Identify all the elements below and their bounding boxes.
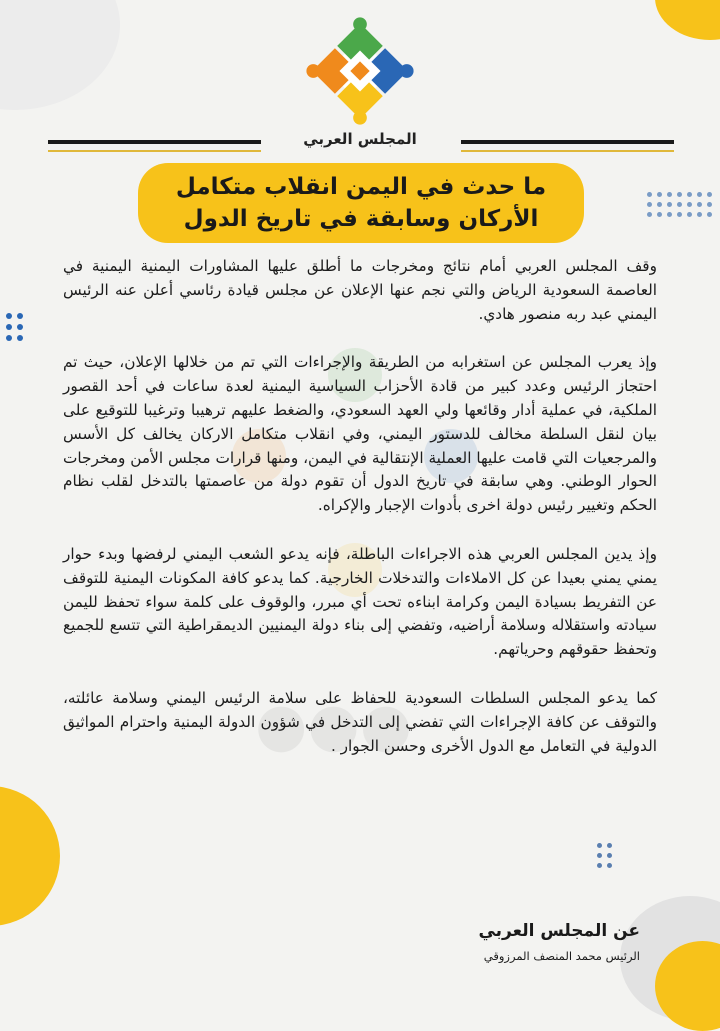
- decor-blob-top-left: [0, 0, 120, 110]
- signature-name: الرئيس محمد المنصف المرزوقي: [483, 949, 640, 963]
- signature-block: [478, 921, 640, 963]
- paragraph-4: كما يدعو المجلس السلطات السعودية للحفاظ على سلامة الرئيس اليمني وسلامة عائلته، والتوقف عن كافة الإجراءات التي تفضي إلى التدخل في شؤون الدولة اليمنية واحترام المواثيق الدولية في التعامل مع الدول الأخرى وحسن الجوار .: [63, 688, 657, 755]
- decor-dots-right: [647, 192, 712, 217]
- divider-left: [48, 140, 261, 144]
- decor-blob-bottom-left: [0, 786, 60, 926]
- paragraph-3: وإذ يدين المجلس العربي هذه الاجراءات الباطلة، فإنه يدعو الشعب اليمني لرفضها وبدء حوار يمني يمني بعيدا عن كل الاملاءات والتدخلات الخارجية. كما يدعو كافة المكونات اليمنية للتوقف عن التفريط بسيادة اليمن وكرامة ابناءه تحت أي مبرر، والوقوف على كلمة سواء تحفظ لليمن سيادته واستقلاله وسلامة أراضيه، وتفضي إلى بناء دولة اليمنيين الديمقراطية التي تتسع للجميع وتحفظ حقوقهم وحرياتهم.: [63, 544, 657, 659]
- divider-right: [461, 140, 674, 144]
- org-logo: [303, 14, 417, 128]
- signature-from: عن المجلس العربي: [478, 921, 640, 941]
- decor-dots-left: [6, 313, 23, 341]
- decor-blob-top-right: [655, 0, 720, 40]
- paragraph-1: وقف المجلس العربي أمام نتائج ومخرجات ما أطلق عليها المشاورات اليمنية اليمنية في العاصمة السعودية الرياض والتي نجم عنها الإعلان عن مجلس قيادة رئاسي أعلن عنه الرئيس اليمني عبد ربه منصور هادي.: [63, 257, 657, 323]
- headline-banner: [138, 163, 584, 243]
- paragraph-2: وإذ يعرب المجلس عن استغرابه من الطريقة والإجراءات التي تم من خلالها الإعلان، حيث تم احتجاز الرئيس وعدد كبير من قادة الأحزاب السياسية اليمنية لعدة ساعات في أحد القصور الملكية، في عملية أدار وقائعها ولي العهد السعودي، والضغط عليهم ترهيبا وترغيبا للتوقيع على بيان لنقل السلطة مخالف للدستور اليمني، وفي انقلاب متكامل الاركان يخالف كل الأسس والمرجعيات التي قامت عليها العملية الإنتقالية في اليمن، ومنها قرارات مجلس الأمن ومخرجات الحوار الوطني. وهي سابقة في تاريخ الدول أن تقوم دولة من عاصمتها بالتدخل لقلب نظام الحكم وتغيير رئيس دولة اخرى بأدوات الإجبار والإكراه.: [63, 353, 657, 515]
- headline-line-2: الأركان وسابقة في تاريخ الدول: [183, 206, 539, 232]
- divider-left-accent: [48, 150, 261, 152]
- watermark-text-mark: ●●●: [255, 690, 413, 760]
- decor-dots-bottom-right: [597, 843, 612, 868]
- org-name: المجلس العربي: [303, 130, 417, 148]
- statement-body: [63, 255, 657, 783]
- divider-right-accent: [461, 150, 674, 152]
- headline-line-1: ما حدث في اليمن انقلاب متكامل: [175, 174, 547, 200]
